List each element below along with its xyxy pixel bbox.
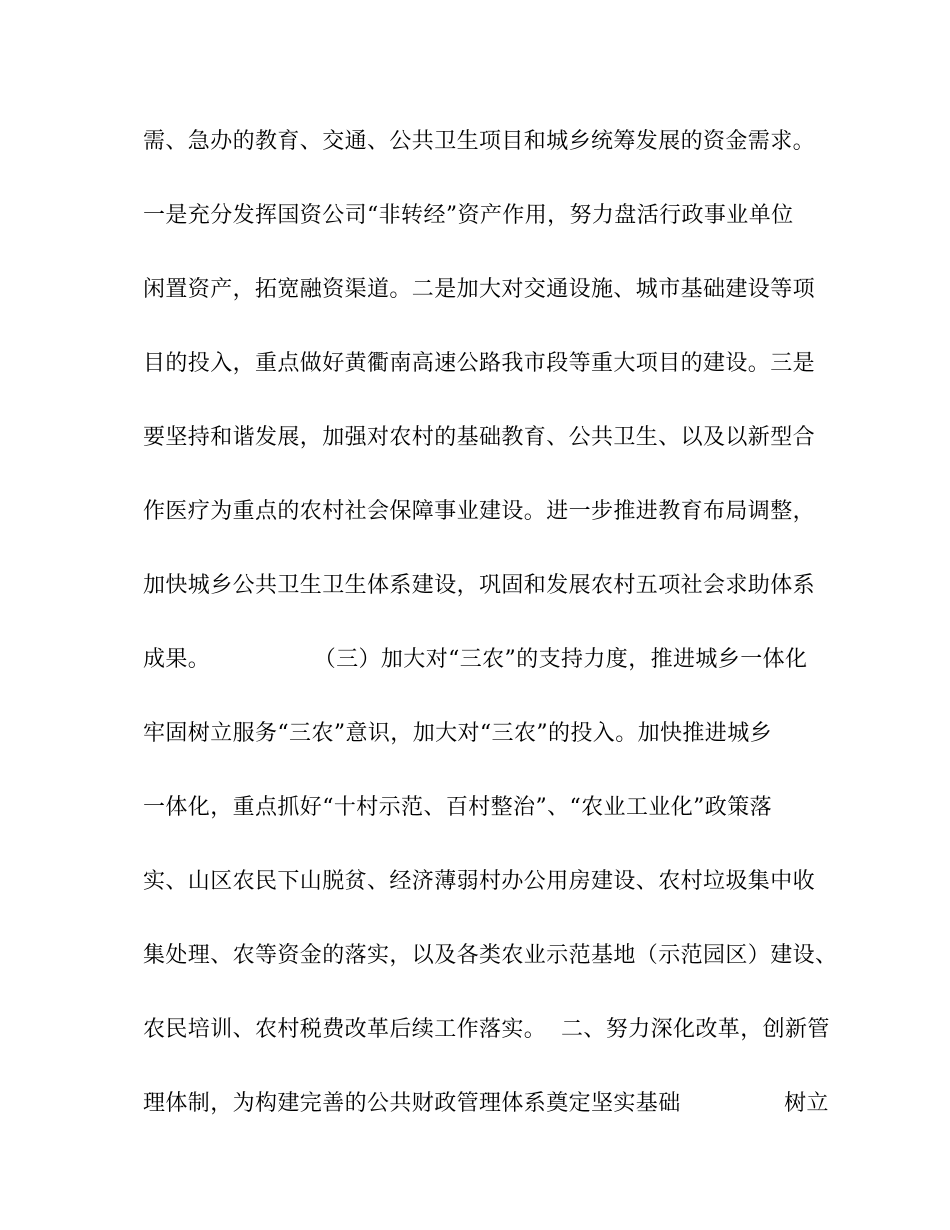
text-line-7: 加快城乡公共卫生卫生体系建设，巩固和发展农村五项社会求助体系 xyxy=(143,573,816,598)
text-line-9: 牢固树立服务“三农”意识，加大对“三农”的投入。加快推进城乡 xyxy=(143,721,772,746)
text-line-14: 理体制，为构建完善的公共财政管理体系奠定坚实基础 树立 xyxy=(143,1091,829,1116)
text-line-2: 一是充分发挥国资公司“非转经”资产作用，努力盘活行政事业单位 xyxy=(143,203,794,228)
text-line-11: 实、山区农民下山脱贫、经济薄弱村办公用房建设、农村垃圾集中收 xyxy=(143,869,816,894)
text-line-12: 集处理、农等资金的落实，以及各类农业示范基地（示范园区）建设、 xyxy=(143,943,838,968)
text-line-1: 需、急办的教育、交通、公共卫生项目和城乡统筹发展的资金需求。 xyxy=(143,129,816,154)
text-line-3: 闲置资产，拓宽融资渠道。二是加大对交通设施、城市基础建设等项 xyxy=(143,277,816,302)
text-line-13: 农民培训、农村税费改革后续工作落实。 二、努力深化改革，创新管 xyxy=(143,1017,830,1042)
text-line-10: 一体化，重点抓好“十村示范、百村整治”、“农业工业化”政策落 xyxy=(143,795,772,820)
text-line-5: 要坚持和谐发展，加强对农村的基础教育、公共卫生、以及以新型合 xyxy=(143,425,816,450)
text-line-8: 成果。 （三）加大对“三农”的支持力度，推进城乡一体化 xyxy=(143,647,808,672)
text-line-4: 目的投入，重点做好黄衢南高速公路我市段等重大项目的建设。三是 xyxy=(143,351,816,376)
text-line-6: 作医疗为重点的农村社会保障事业建设。进一步推进教育布局调整， xyxy=(143,499,816,524)
